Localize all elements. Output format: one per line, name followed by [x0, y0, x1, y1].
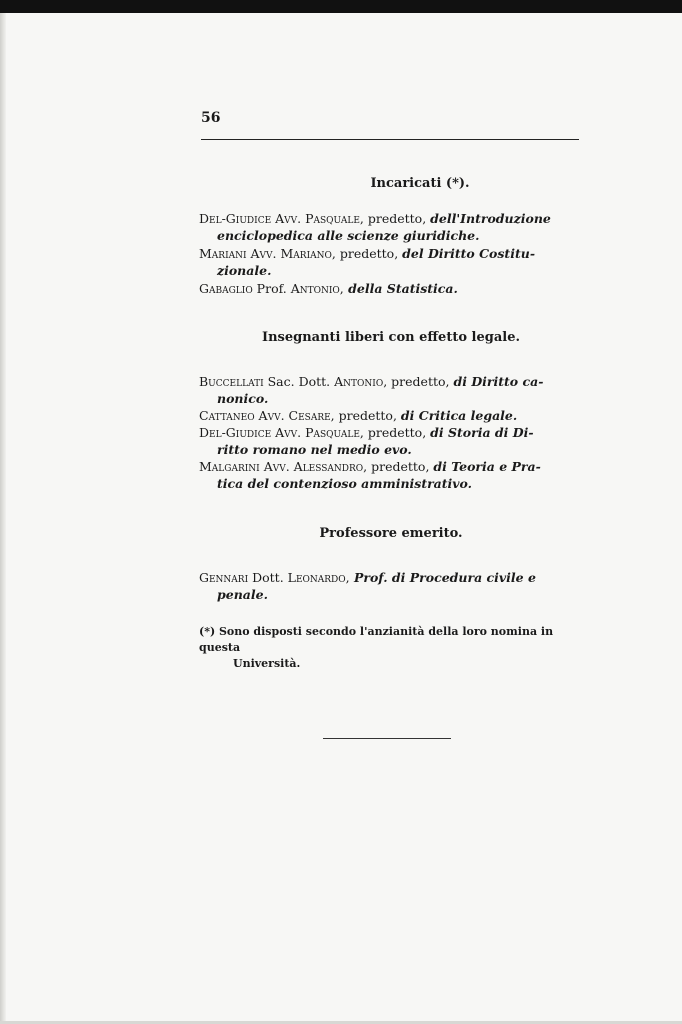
entry-subject: ritto romano nel medio evo. [217, 442, 412, 457]
entry-subject: di Storia di Di- [430, 425, 534, 440]
entry-subject: della Statistica. [343, 281, 458, 296]
entry-subject: di Critica legale. [400, 408, 518, 423]
entry-name: Gabaglio [199, 281, 253, 296]
entry-name: Antonio, [290, 281, 344, 296]
section-title-professore-emerito: Professore emerito. [319, 526, 463, 541]
entry-text: predetto, [367, 459, 434, 474]
entry-name: Leonardo, [287, 570, 350, 585]
footnote [199, 624, 583, 672]
entry-buccellati [199, 373, 583, 407]
entry-del-giudice-2 [199, 424, 583, 458]
entry-text: predetto, [363, 425, 431, 440]
entry-subject: del Diritto Costitu- [402, 246, 536, 261]
entry-text: Dott. [248, 570, 288, 585]
entry-name: Mariani Avv. Mariano, [199, 246, 336, 261]
entry-subject: tica del contenzioso amministrativo. [217, 476, 473, 491]
entry-mariani [199, 245, 583, 279]
entry-text: predetto, [335, 246, 403, 261]
entry-subject: di Diritto ca- [453, 374, 544, 389]
end-rule [323, 738, 451, 739]
entry-malgarini [199, 458, 583, 492]
scan-left-edge [0, 13, 6, 1024]
entry-name: Del-Giudice Avv. Pasquale, [199, 425, 364, 440]
entry-subject: Prof. di Procedura civile e [349, 570, 536, 585]
entry-subject: di Teoria e Pra- [433, 459, 541, 474]
entry-name: Gennari [199, 570, 249, 585]
header-rule [201, 139, 579, 140]
entry-text: predetto, [387, 374, 454, 389]
entry-cattaneo [199, 407, 583, 424]
entry-text: predetto, [363, 211, 431, 226]
entry-name: Antonio, [334, 374, 388, 389]
page-number: 56 [201, 110, 221, 126]
scan-top-border [0, 0, 682, 13]
entry-text: Sac. Dott. [263, 374, 335, 389]
entry-subject: nonico. [217, 391, 269, 406]
entry-del-giudice-1 [199, 210, 583, 244]
entry-gennari [199, 569, 583, 603]
entry-name: Buccellati [199, 374, 264, 389]
entry-subject: zionale. [217, 263, 272, 278]
entry-gabaglio [199, 280, 583, 297]
section-title-incaricati: Incaricati (*). [370, 176, 470, 191]
entry-name: Del-Giudice Avv. Pasquale, [199, 211, 364, 226]
entry-text: Prof. [252, 281, 291, 296]
entry-name: Cattaneo Avv. Cesare, [199, 408, 335, 423]
section-title-insegnanti-liberi: Insegnanti liberi con effetto legale. [261, 330, 520, 345]
entry-name: Malgarini Avv. Alessandro, [199, 459, 368, 474]
footnote-line: Università. [233, 657, 301, 670]
entry-subject: dell'Introduzione [430, 211, 551, 226]
entry-text: predetto, [334, 408, 401, 423]
footnote-line: (*) Sono disposti secondo l'anzianità della loro nomina in questa [199, 625, 554, 654]
entry-subject: penale. [217, 587, 268, 602]
entry-subject: enciclopedica alle scienze giuridiche. [217, 228, 480, 243]
